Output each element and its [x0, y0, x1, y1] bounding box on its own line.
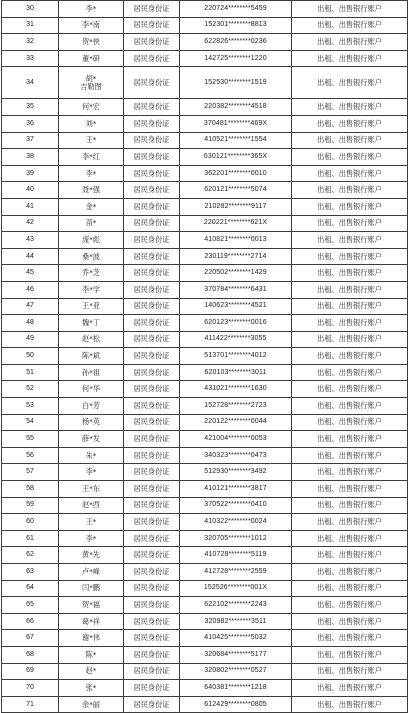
reason-cell: 出租、出售银行账户: [292, 514, 408, 531]
name-cell: [59, 431, 124, 448]
id-type-cell: 居民身份证: [124, 547, 180, 564]
id-type-cell: 居民身份证: [124, 447, 180, 464]
row-number-cell: 34: [2, 67, 59, 99]
name-text: 王*亚: [82, 301, 100, 311]
table-row: [2, 248, 408, 265]
table-row: [2, 414, 408, 431]
name-cell: [59, 613, 124, 630]
name-cell: [59, 547, 124, 564]
table-row: [2, 364, 408, 381]
table-row: [2, 481, 408, 498]
row-number-cell: 67: [2, 630, 59, 647]
id-number-cell: 411422********3055: [180, 331, 292, 348]
id-type-cell: 居民身份证: [124, 580, 180, 597]
name-text: 赵*松: [82, 334, 100, 344]
id-number-cell: 622826********0236: [180, 34, 292, 51]
reason-cell: 出租、出售银行账户: [292, 398, 408, 415]
reason-cell: 出租、出售银行账户: [292, 149, 408, 166]
name-text: 陈*斌: [82, 351, 100, 361]
table-row: [2, 514, 408, 531]
row-number-cell: 49: [2, 331, 59, 348]
id-number-cell: 152526********001X: [180, 580, 292, 597]
reason-cell: 出租、出售银行账户: [292, 580, 408, 597]
id-type-cell: 居民身份证: [124, 298, 180, 315]
id-number-cell: 612429********0805: [180, 696, 292, 713]
row-number-cell: 45: [2, 265, 59, 282]
id-type-cell: 居民身份证: [124, 597, 180, 614]
row-number-cell: 64: [2, 580, 59, 597]
id-type-cell: 居民身份证: [124, 17, 180, 34]
table-row: [2, 447, 408, 464]
reason-cell: 出租、出售银行账户: [292, 17, 408, 34]
row-number-cell: 32: [2, 34, 59, 51]
table-row: [2, 115, 408, 132]
row-number-cell: 69: [2, 663, 59, 680]
reason-cell: 出租、出售银行账户: [292, 232, 408, 249]
name-cell: [59, 680, 124, 697]
row-number-cell: 36: [2, 115, 59, 132]
reason-cell: 出租、出售银行账户: [292, 198, 408, 215]
reason-cell: 出租、出售银行账户: [292, 447, 408, 464]
name-cell: [59, 17, 124, 34]
name-text: 余*丽: [82, 699, 100, 709]
row-number-cell: 44: [2, 248, 59, 265]
id-number-cell: 320705********1012: [180, 530, 292, 547]
table-row: [2, 67, 408, 99]
table-row: [2, 580, 408, 597]
name-cell: [59, 315, 124, 332]
name-text: 王*: [85, 517, 97, 527]
id-type-cell: 居民身份证: [124, 281, 180, 298]
name-cell: [59, 331, 124, 348]
id-type-cell: 居民身份证: [124, 364, 180, 381]
id-type-cell: 居民身份证: [124, 248, 180, 265]
id-type-cell: 居民身份证: [124, 414, 180, 431]
name-text: 朱*: [85, 450, 97, 460]
row-number-cell: 31: [2, 17, 59, 34]
row-number-cell: 70: [2, 680, 59, 697]
name-cell: [59, 248, 124, 265]
name-cell: [59, 364, 124, 381]
id-number-cell: 410821********0013: [180, 232, 292, 249]
id-number-cell: 412728********2559: [180, 564, 292, 581]
row-number-cell: 39: [2, 165, 59, 182]
id-number-cell: 620123********0016: [180, 315, 292, 332]
row-number-cell: 52: [2, 381, 59, 398]
reason-cell: 出租、出售银行账户: [292, 481, 408, 498]
name-text: 卢*峰: [82, 566, 100, 576]
id-number-cell: 142725********1220: [180, 50, 292, 67]
row-number-cell: 42: [2, 215, 59, 232]
name-cell: [59, 67, 124, 99]
reason-cell: 出租、出售银行账户: [292, 298, 408, 315]
name-cell: [59, 398, 124, 415]
name-cell: [59, 414, 124, 431]
table-row: [2, 630, 408, 647]
id-number-cell: 431021********1630: [180, 381, 292, 398]
name-text: 薛*发: [82, 434, 100, 444]
row-number-cell: 59: [2, 497, 59, 514]
name-text: 苗*: [85, 218, 97, 228]
name-cell: [59, 115, 124, 132]
table-row: [2, 564, 408, 581]
id-type-cell: 居民身份证: [124, 663, 180, 680]
reason-cell: 出租、出售银行账户: [292, 630, 408, 647]
id-type-cell: 居民身份证: [124, 165, 180, 182]
id-number-cell: 410121********3817: [180, 481, 292, 498]
id-type-cell: 居民身份证: [124, 331, 180, 348]
table-row: [2, 132, 408, 149]
row-number-cell: 66: [2, 613, 59, 630]
id-type-cell: 居民身份证: [124, 514, 180, 531]
name-cell: [59, 182, 124, 199]
reason-cell: 出租、出售银行账户: [292, 248, 408, 265]
reason-cell: 出租、出售银行账户: [292, 1, 408, 18]
id-type-cell: 居民身份证: [124, 464, 180, 481]
row-number-cell: 40: [2, 182, 59, 199]
row-number-cell: 37: [2, 132, 59, 149]
id-number-cell: 220724********5459: [180, 1, 292, 18]
name-cell: [59, 165, 124, 182]
name-cell: [59, 381, 124, 398]
name-cell: [59, 1, 124, 18]
id-type-cell: 居民身份证: [124, 564, 180, 581]
id-type-cell: 居民身份证: [124, 315, 180, 332]
id-type-cell: 居民身份证: [124, 67, 180, 99]
id-number-cell: 370784********6431: [180, 281, 292, 298]
table-row: [2, 464, 408, 481]
name-text: 闫*鹏: [82, 583, 100, 593]
table-row: [2, 99, 408, 116]
id-type-cell: 居民身份证: [124, 613, 180, 630]
name-cell: [59, 447, 124, 464]
reason-cell: 出租、出售银行账户: [292, 497, 408, 514]
row-number-cell: 38: [2, 149, 59, 166]
reason-cell: 出租、出售银行账户: [292, 696, 408, 713]
table-row: [2, 331, 408, 348]
name-cell: [59, 663, 124, 680]
table-row: [2, 597, 408, 614]
name-text: 魏*丁: [82, 317, 100, 327]
reason-cell: 出租、出售银行账户: [292, 381, 408, 398]
name-cell: [59, 198, 124, 215]
row-number-cell: 51: [2, 364, 59, 381]
name-cell: [59, 281, 124, 298]
name-cell: [59, 50, 124, 67]
table-row: [2, 182, 408, 199]
reason-cell: 出租、出售银行账户: [292, 431, 408, 448]
id-type-cell: 居民身份证: [124, 431, 180, 448]
row-number-cell: 60: [2, 514, 59, 531]
id-type-cell: 居民身份证: [124, 215, 180, 232]
name-text: 赵*: [85, 666, 97, 676]
table-row: [2, 547, 408, 564]
reason-cell: 出租、出售银行账户: [292, 99, 408, 116]
row-number-cell: 30: [2, 1, 59, 18]
name-text: 胡*: [85, 73, 97, 83]
row-number-cell: 43: [2, 232, 59, 249]
id-type-cell: 居民身份证: [124, 115, 180, 132]
reason-cell: 出租、出售银行账户: [292, 464, 408, 481]
reason-cell: 出租、出售银行账户: [292, 414, 408, 431]
table-row: [2, 149, 408, 166]
name-text: 桑*波: [82, 251, 100, 261]
name-cell: [59, 580, 124, 597]
reason-cell: 出租、出售银行账户: [292, 364, 408, 381]
id-type-cell: 居民身份证: [124, 348, 180, 365]
name-cell: [59, 232, 124, 249]
reason-cell: 出租、出售银行账户: [292, 132, 408, 149]
table-row: [2, 381, 408, 398]
id-number-cell: 152728********2723: [180, 398, 292, 415]
id-number-cell: 320802********0527: [180, 663, 292, 680]
row-number-cell: 55: [2, 431, 59, 448]
row-number-cell: 56: [2, 447, 59, 464]
reason-cell: 出租、出售银行账户: [292, 115, 408, 132]
name-cell: [59, 514, 124, 531]
reason-cell: 出租、出售银行账户: [292, 613, 408, 630]
id-number-cell: 340323********0473: [180, 447, 292, 464]
id-number-cell: 320684********5177: [180, 646, 292, 663]
id-type-cell: 居民身份证: [124, 381, 180, 398]
table-row: [2, 680, 408, 697]
table-row: [2, 348, 408, 365]
row-number-cell: 57: [2, 464, 59, 481]
name-text: 李*: [85, 533, 97, 543]
row-number-cell: 65: [2, 597, 59, 614]
name-text: 吉勒图: [80, 81, 102, 91]
row-number-cell: 41: [2, 198, 59, 215]
table-row: [2, 530, 408, 547]
id-type-cell: 居民身份证: [124, 696, 180, 713]
id-type-cell: 居民身份证: [124, 232, 180, 249]
id-type-cell: 居民身份证: [124, 630, 180, 647]
name-cell: [59, 646, 124, 663]
row-number-cell: 35: [2, 99, 59, 116]
id-number-cell: 513701********4012: [180, 348, 292, 365]
name-text: 李*学: [82, 284, 100, 294]
id-number-cell: 512930********3492: [180, 464, 292, 481]
row-number-cell: 58: [2, 481, 59, 498]
name-text: 白*芳: [82, 400, 100, 410]
id-type-cell: 居民身份证: [124, 99, 180, 116]
id-number-cell: 220122********0044: [180, 414, 292, 431]
reason-cell: 出租、出售银行账户: [292, 646, 408, 663]
id-type-cell: 居民身份证: [124, 149, 180, 166]
id-number-cell: 620121********5074: [180, 182, 292, 199]
reason-cell: 出租、出售银行账户: [292, 281, 408, 298]
reason-cell: 出租、出售银行账户: [292, 315, 408, 332]
id-type-cell: 居民身份证: [124, 198, 180, 215]
reason-cell: 出租、出售银行账户: [292, 663, 408, 680]
row-number-cell: 53: [2, 398, 59, 415]
id-number-cell: 152530********1519: [180, 67, 292, 99]
table-row: [2, 1, 408, 18]
table-row: [2, 281, 408, 298]
id-number-cell: 421004********0053: [180, 431, 292, 448]
name-text: 孙*祖: [82, 367, 100, 377]
name-text: 乔*芝: [82, 268, 100, 278]
name-cell: [59, 99, 124, 116]
id-type-cell: 居民身份证: [124, 481, 180, 498]
table-row: [2, 613, 408, 630]
name-cell: [59, 530, 124, 547]
id-type-cell: 居民身份证: [124, 50, 180, 67]
name-cell: [59, 265, 124, 282]
name-text: 贺*福: [82, 599, 100, 609]
table-row: [2, 398, 408, 415]
id-number-cell: 640381********1218: [180, 680, 292, 697]
table-row: [2, 17, 408, 34]
name-text: 庞*彪: [82, 234, 100, 244]
row-number-cell: 68: [2, 646, 59, 663]
reason-cell: 出租、出售银行账户: [292, 348, 408, 365]
name-text: 李*: [85, 168, 97, 178]
id-number-cell: 320982********3511: [180, 613, 292, 630]
id-number-cell: 152301********8813: [180, 17, 292, 34]
reason-cell: 出租、出售银行账户: [292, 680, 408, 697]
name-cell: [59, 34, 124, 51]
id-type-cell: 居民身份证: [124, 182, 180, 199]
name-text: 李*红: [82, 151, 100, 161]
table-row: [2, 50, 408, 67]
name-text: 贺*侠: [82, 36, 100, 46]
id-number-cell: 220502********1429: [180, 265, 292, 282]
name-text: 张*: [85, 682, 97, 692]
name-text: 聂*强: [82, 185, 100, 195]
name-cell: [59, 630, 124, 647]
id-type-cell: 居民身份证: [124, 680, 180, 697]
table-row: [2, 198, 408, 215]
name-text: 金*: [85, 201, 97, 211]
id-number-cell: 370522********0410: [180, 497, 292, 514]
reason-cell: 出租、出售银行账户: [292, 34, 408, 51]
table-row: [2, 497, 408, 514]
id-type-cell: 居民身份证: [124, 265, 180, 282]
row-number-cell: 61: [2, 530, 59, 547]
name-text: 王*: [85, 135, 97, 145]
name-cell: [59, 149, 124, 166]
table-row: [2, 232, 408, 249]
name-text: 陈*: [85, 649, 97, 659]
table-row: [2, 315, 408, 332]
id-number-cell: 622102********2243: [180, 597, 292, 614]
table-row: [2, 696, 408, 713]
name-text: 赵*西: [82, 500, 100, 510]
id-number-cell: 362201********0010: [180, 165, 292, 182]
table-row: [2, 298, 408, 315]
table-row: [2, 663, 408, 680]
id-number-cell: 410425********5032: [180, 630, 292, 647]
name-cell: [59, 696, 124, 713]
name-text: 何*华: [82, 384, 100, 394]
row-number-cell: 47: [2, 298, 59, 315]
name-cell: [59, 497, 124, 514]
table-row: [2, 431, 408, 448]
id-number-cell: 620103********3011: [180, 364, 292, 381]
id-type-cell: 居民身份证: [124, 398, 180, 415]
reason-cell: 出租、出售银行账户: [292, 547, 408, 564]
reason-cell: 出租、出售银行账户: [292, 67, 408, 99]
reason-cell: 出租、出售银行账户: [292, 564, 408, 581]
name-text: 李*南: [82, 20, 100, 30]
table-row: [2, 34, 408, 51]
row-number-cell: 46: [2, 281, 59, 298]
id-number-cell: 220382********4518: [180, 99, 292, 116]
reason-cell: 出租、出售银行账户: [292, 182, 408, 199]
id-type-cell: 居民身份证: [124, 646, 180, 663]
id-type-cell: 居民身份证: [124, 132, 180, 149]
id-number-cell: 630121********365X: [180, 149, 292, 166]
row-number-cell: 63: [2, 564, 59, 581]
name-text: 王*东: [82, 483, 100, 493]
id-number-cell: 220221********621X: [180, 215, 292, 232]
name-text: 杨*英: [82, 417, 100, 427]
table-row: [2, 215, 408, 232]
name-text: 黄*先: [82, 550, 100, 560]
row-number-cell: 50: [2, 348, 59, 365]
reason-cell: 出租、出售银行账户: [292, 597, 408, 614]
table-row: [2, 646, 408, 663]
name-cell: [59, 132, 124, 149]
name-cell: [59, 564, 124, 581]
table-body: [2, 1, 408, 713]
table-row: [2, 265, 408, 282]
reason-cell: 出租、出售银行账户: [292, 215, 408, 232]
name-cell: [59, 215, 124, 232]
name-text: 葛*祥: [82, 616, 100, 626]
id-number-cell: 370481********469X: [180, 115, 292, 132]
name-cell: [59, 481, 124, 498]
id-type-cell: 居民身份证: [124, 530, 180, 547]
name-cell: [59, 298, 124, 315]
name-cell: [59, 464, 124, 481]
id-type-cell: 居民身份证: [124, 34, 180, 51]
row-number-cell: 62: [2, 547, 59, 564]
name-text: 刘*: [85, 118, 97, 128]
reason-cell: 出租、出售银行账户: [292, 50, 408, 67]
table-row: [2, 165, 408, 182]
id-number-cell: 210282********9117: [180, 198, 292, 215]
name-text: 李*: [85, 467, 97, 477]
id-number-cell: 140623********4521: [180, 298, 292, 315]
name-text: 李*: [85, 3, 97, 13]
id-number-cell: 230119********2714: [180, 248, 292, 265]
name-text: 董*研: [82, 53, 100, 63]
row-number-cell: 54: [2, 414, 59, 431]
row-number-cell: 48: [2, 315, 59, 332]
id-type-cell: 居民身份证: [124, 1, 180, 18]
name-text: 谢*伟: [82, 633, 100, 643]
reason-cell: 出租、出售银行账户: [292, 265, 408, 282]
reason-cell: 出租、出售银行账户: [292, 331, 408, 348]
name-cell: [59, 348, 124, 365]
id-number-cell: 410728********5119: [180, 547, 292, 564]
id-type-cell: 居民身份证: [124, 497, 180, 514]
row-number-cell: 71: [2, 696, 59, 713]
blacklist-table: [1, 0, 408, 713]
name-cell: [59, 597, 124, 614]
reason-cell: 出租、出售银行账户: [292, 165, 408, 182]
row-number-cell: 33: [2, 50, 59, 67]
reason-cell: 出租、出售银行账户: [292, 530, 408, 547]
id-number-cell: 410521********1554: [180, 132, 292, 149]
id-number-cell: 410322********0024: [180, 514, 292, 531]
name-text: 何*宏: [82, 102, 100, 112]
